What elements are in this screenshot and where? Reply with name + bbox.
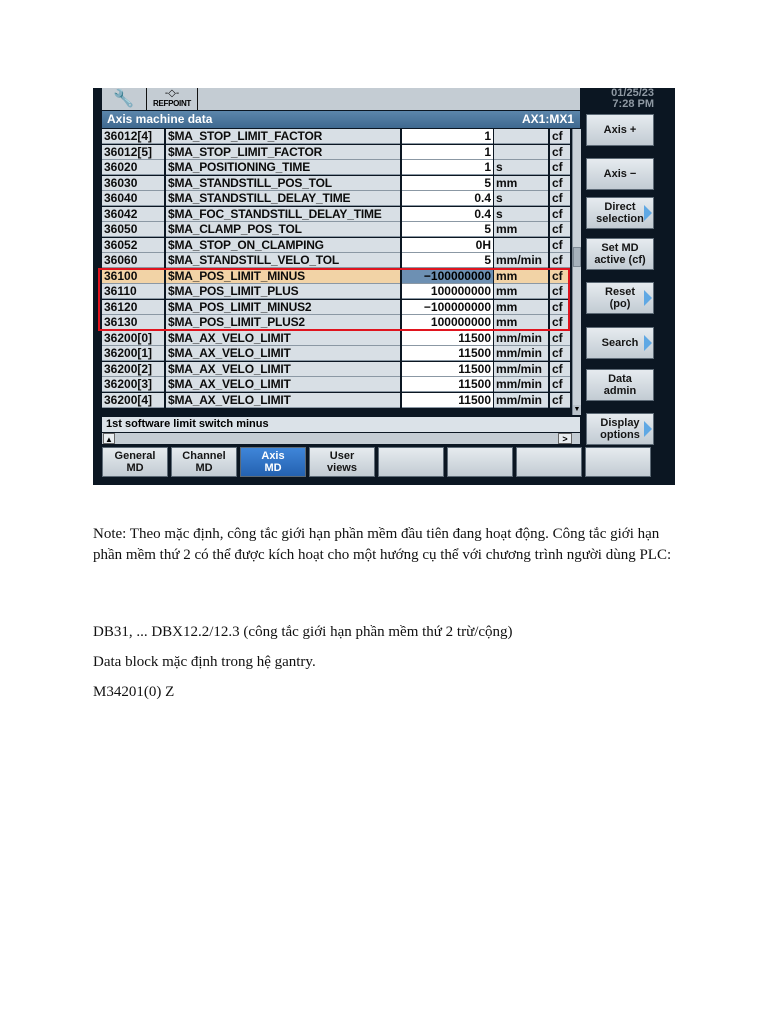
softkey-set-md-active-cf[interactable] — [586, 238, 654, 270]
md-number: 36120 — [102, 300, 164, 315]
md-unit: s — [494, 191, 548, 206]
md-effect: cf — [550, 284, 570, 299]
scroll-up-arrow-icon[interactable]: ▲ — [103, 433, 115, 444]
softkey-label: Direct selection — [596, 201, 644, 225]
softkey-label: Axis MD — [261, 450, 285, 474]
md-effect: cf — [550, 269, 570, 284]
table-row[interactable] — [102, 346, 570, 362]
md-name: $MA_STANDSTILL_POS_TOL — [166, 176, 400, 191]
softkey-empty-7[interactable] — [585, 447, 651, 477]
refpoint-icon: -◇- — [164, 88, 180, 99]
hmi-screenshot — [93, 88, 675, 485]
refpoint-label: REFPOINT — [152, 99, 192, 108]
md-value[interactable]: 100000000 — [402, 315, 493, 330]
md-unit: mm — [494, 222, 548, 237]
md-name: $MA_STANDSTILL_VELO_TOL — [166, 253, 400, 268]
table-row[interactable] — [102, 191, 570, 207]
md-effect: cf — [550, 207, 570, 222]
md-value[interactable]: 0.4 — [402, 191, 493, 206]
md-value[interactable]: 100000000 — [402, 284, 493, 299]
md-number: 36042 — [102, 207, 164, 222]
md-name: $MA_AX_VELO_LIMIT — [166, 377, 400, 392]
table-row[interactable] — [102, 284, 570, 300]
scrollbar-thumb[interactable] — [573, 247, 581, 267]
md-effect: cf — [550, 145, 570, 160]
arrow-right-icon — [644, 421, 652, 437]
vertical-scrollbar[interactable] — [572, 129, 581, 415]
md-unit — [494, 238, 548, 253]
md-value[interactable]: 11500 — [402, 331, 493, 346]
softkey-label: Reset (po) — [605, 286, 635, 310]
md-effect: cf — [550, 253, 570, 268]
clock-time: 7:28 PM — [612, 98, 654, 110]
table-row[interactable] — [102, 145, 570, 161]
md-value[interactable]: −100000000 — [402, 269, 493, 284]
md-unit — [494, 129, 548, 144]
md-effect: cf — [550, 129, 570, 144]
md-number: 36030 — [102, 176, 164, 191]
md-value[interactable]: 5 — [402, 176, 493, 191]
softkey-label: Display options — [600, 417, 640, 441]
md-name: $MA_POS_LIMIT_PLUS2 — [166, 315, 400, 330]
table-row[interactable] — [102, 393, 570, 409]
table-row[interactable] — [102, 176, 570, 192]
softkey-axis[interactable] — [586, 158, 654, 190]
md-name: $MA_AX_VELO_LIMIT — [166, 331, 400, 346]
md-number: 36012[5] — [102, 145, 164, 160]
md-unit: mm — [494, 315, 548, 330]
md-name: $MA_FOC_STANDSTILL_DELAY_TIME — [166, 207, 400, 222]
softkey-label: Channel MD — [182, 450, 226, 474]
md-number: 36200[4] — [102, 393, 164, 408]
window-title: Axis machine data — [107, 112, 213, 126]
md-effect: cf — [550, 377, 570, 392]
table-row[interactable] — [102, 238, 570, 254]
md-name: $MA_POS_LIMIT_MINUS2 — [166, 300, 400, 315]
note-paragraph: Note: Theo mặc định, công tắc giới hạn phần mềm đầu tiên đang hoạt động. Công tắc giới hạn phần mềm thứ 2 có thể được kích hoạt cho một hướng cụ thể với chương trình người dùng PLC: — [93, 526, 672, 563]
md-value[interactable]: 1 — [402, 129, 493, 144]
md-value[interactable]: 11500 — [402, 393, 493, 408]
table-row[interactable] — [102, 331, 570, 347]
horizontal-scrollbar[interactable] — [102, 433, 580, 444]
softkey-empty-5[interactable] — [447, 447, 513, 477]
md-effect: cf — [550, 331, 570, 346]
md-effect: cf — [550, 176, 570, 191]
refpoint-indicator — [146, 88, 198, 110]
softkey-label: User views — [327, 450, 357, 474]
md-number: 36200[3] — [102, 377, 164, 392]
arrow-right-icon — [644, 205, 652, 221]
scroll-down-arrow-icon[interactable]: ▼ — [573, 406, 581, 413]
md-unit: mm — [494, 300, 548, 315]
softkey-reset-po[interactable] — [586, 282, 654, 314]
softkey-axis-md[interactable] — [240, 447, 306, 477]
clock — [588, 88, 654, 110]
md-effect: cf — [550, 362, 570, 377]
md-number: 36040 — [102, 191, 164, 206]
table-row[interactable] — [102, 377, 570, 393]
table-row[interactable] — [102, 222, 570, 238]
md-number: 36012[4] — [102, 129, 164, 144]
softkey-empty-4[interactable] — [378, 447, 444, 477]
md-value[interactable]: 1 — [402, 145, 493, 160]
md-effect: cf — [550, 222, 570, 237]
md-name: $MA_POS_LIMIT_PLUS — [166, 284, 400, 299]
md-name: $MA_AX_VELO_LIMIT — [166, 346, 400, 361]
md-value[interactable]: −100000000 — [402, 300, 493, 315]
softkey-label: Search — [601, 337, 639, 349]
clock-date: 01/25/23 — [611, 88, 654, 99]
md-effect: cf — [550, 160, 570, 175]
md-effect: cf — [550, 191, 570, 206]
md-unit: s — [494, 160, 548, 175]
table-row[interactable] — [102, 129, 570, 145]
md-value[interactable]: 11500 — [402, 377, 493, 392]
window-title-bar — [102, 111, 580, 128]
md-name: $MA_STOP_LIMIT_FACTOR — [166, 145, 400, 160]
scroll-right-arrow-icon[interactable]: > — [558, 433, 572, 444]
wrench-icon[interactable]: 🔧 — [113, 89, 135, 108]
md-unit: s — [494, 207, 548, 222]
md-number: 36200[2] — [102, 362, 164, 377]
softkey-display-options[interactable] — [586, 413, 654, 445]
axis-indicator: AX1:MX1 — [521, 112, 574, 126]
md-number: 36200[0] — [102, 331, 164, 346]
arrow-right-icon — [644, 335, 652, 351]
softkey-label: Data admin — [603, 373, 637, 397]
softkey-general-md[interactable] — [102, 447, 168, 477]
arrow-right-icon — [644, 290, 652, 306]
md-number: 36110 — [102, 284, 164, 299]
md-unit: mm/min — [494, 253, 548, 268]
softkey-search[interactable] — [586, 327, 654, 359]
table-row[interactable] — [102, 315, 570, 331]
softkey-user-views[interactable] — [309, 447, 375, 477]
table-row[interactable] — [102, 362, 570, 378]
md-unit: mm/min — [494, 377, 548, 392]
softkey-label: Axis + — [603, 124, 637, 136]
md-unit: mm/min — [494, 346, 548, 361]
md-value[interactable]: 0.4 — [402, 207, 493, 222]
md-value[interactable]: 0H — [402, 238, 493, 253]
md-unit: mm/min — [494, 362, 548, 377]
md-name: $MA_STOP_ON_CLAMPING — [166, 238, 400, 253]
softkey-label: Set MD active (cf) — [594, 242, 646, 266]
md-unit: mm/min — [494, 331, 548, 346]
md-number: 36020 — [102, 160, 164, 175]
md-name: $MA_POS_LIMIT_MINUS — [166, 269, 400, 284]
softkey-label: Axis − — [603, 168, 637, 180]
softkey-axis[interactable] — [586, 114, 654, 146]
md-number: 36052 — [102, 238, 164, 253]
table-row[interactable] — [102, 160, 570, 176]
md-unit — [494, 145, 548, 160]
md-name: $MA_POSITIONING_TIME — [166, 160, 400, 175]
md-number: 36100 — [102, 269, 164, 284]
softkey-data-admin[interactable] — [586, 369, 654, 401]
gantry-line: Data block mặc định trong hệ gantry. — [93, 654, 316, 670]
md-number: 36060 — [102, 253, 164, 268]
md-effect: cf — [550, 393, 570, 408]
md-value[interactable]: 11500 — [402, 362, 493, 377]
softkey-direct-selection[interactable] — [586, 197, 654, 229]
help-text: 1st software limit switch minus — [106, 418, 269, 430]
md-name: $MA_AX_VELO_LIMIT — [166, 393, 400, 408]
md-effect: cf — [550, 346, 570, 361]
md-unit: mm/min — [494, 393, 548, 408]
table-row[interactable] — [102, 269, 570, 285]
softkey-empty-6[interactable] — [516, 447, 582, 477]
md-value[interactable]: 5 — [402, 253, 493, 268]
machine-data-table — [102, 129, 570, 408]
md-effect: cf — [550, 238, 570, 253]
md-name: $MA_STOP_LIMIT_FACTOR — [166, 129, 400, 144]
table-row[interactable] — [102, 207, 570, 223]
md-number: 36050 — [102, 222, 164, 237]
help-line — [102, 417, 580, 432]
md-number: 36130 — [102, 315, 164, 330]
md-value[interactable]: 11500 — [402, 346, 493, 361]
md-value[interactable]: 1 — [402, 160, 493, 175]
md-unit: mm — [494, 284, 548, 299]
table-row[interactable] — [102, 300, 570, 316]
table-row[interactable] — [102, 253, 570, 269]
header-bar — [102, 88, 580, 110]
md-name: $MA_STANDSTILL_DELAY_TIME — [166, 191, 400, 206]
md-number: 36200[1] — [102, 346, 164, 361]
md-unit: mm — [494, 176, 548, 191]
md-name: $MA_CLAMP_POS_TOL — [166, 222, 400, 237]
softkey-label: General MD — [114, 450, 156, 474]
softkey-channel-md[interactable] — [171, 447, 237, 477]
md-effect: cf — [550, 300, 570, 315]
db31-line: DB31, ... DBX12.2/12.3 (công tắc giới hạn phần mềm thứ 2 trừ/cộng) — [93, 624, 513, 640]
md-effect: cf — [550, 315, 570, 330]
md-name: $MA_AX_VELO_LIMIT — [166, 362, 400, 377]
md-unit: mm — [494, 269, 548, 284]
md-value[interactable]: 5 — [402, 222, 493, 237]
m34201-line: M34201(0) Z — [93, 684, 175, 700]
